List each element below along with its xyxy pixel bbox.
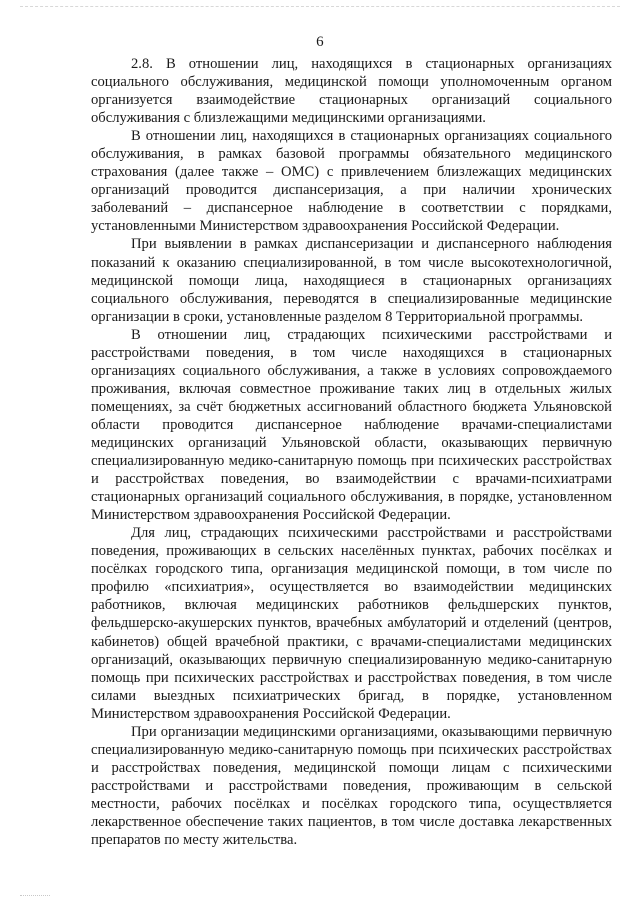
- scan-edge-top: [20, 6, 620, 8]
- scan-mark: [20, 895, 50, 897]
- paragraph-drug-provision: При организации медицинскими организациями, оказывающими первичную специализированную медико-санитарную помощь при психических расстройствах и расстройствах поведения, медицинской помощи лицам с психическими расстройствами и расстройствами поведения, проживающим в сельской местности, рабочих посёлках и посёлках городского типа, осуществляется лекарственное обеспечение таких пациентов, в том числе доставка лекарственных препаратов по месту жительства.: [91, 723, 612, 849]
- paragraph-specialized-care: При выявлении в рамках диспансеризации и диспансерного наблюдения показаний к оказанию специализированной, в том числе высокотехнологичной, медицинской помощи лица, находящиеся в стационарных организациях социального обслуживания, переводятся в специализированные медицинские организации в сроки, установленные разделом 8 Территориальной программы.: [91, 236, 612, 325]
- page-number: 6: [316, 34, 324, 50]
- paragraph-mental-disorders-observation: В отношении лиц, страдающих психическими расстройствами и расстройствами поведения, в том числе находящихся в стационарных организациях социального обслуживания, а также в условиях сопровождаемого проживания, включая совместное проживание таких лиц в отдельных жилых помещениях, за счёт бюджетных ассигнований областного бюджета Ульяновской области проводится диспансерное наблюдение врачами-специалистами медицинских организаций Ульяновской области, оказывающих первичную специализированную медико-санитарную помощь при психических расстройствах и расстройствах поведения, во взаимодействии с врачами-психиатрами стационарных организаций социального обслуживания, в порядке, установленном Министерством здравоохранения Российской Федерации.: [91, 326, 612, 524]
- paragraph-dispensarization: В отношении лиц, находящихся в стационарных организациях социального обслуживания, в рамках базовой программы обязательного медицинского страхования (далее также – ОМС) с привлечением близлежащих медицинских организаций проводится диспансеризация, а при наличии хронических заболеваний – диспансерное наблюдение в соответствии с порядками, установленными Министерством здравоохранения Российской Федерации.: [91, 128, 612, 235]
- paragraph-2-8: 2.8. В отношении лиц, находящихся в стационарных организациях социального обслуживания, медицинской помощи уполномоченным органом организуется взаимодействие стационарных организаций социального обслуживания с близлежащими медицинскими организациями.: [91, 56, 612, 127]
- paragraph-rural-psychiatric-care: Для лиц, страдающих психическими расстройствами и расстройствами поведения, проживающих в сельских населённых пунктах, рабочих посёлках и посёлках городского типа, организация медицинской помощи, в том числе по профилю «психиатрия», осуществляется во взаимодействии медицинских работников, включая медицинских работников фельдшерских пунктов, фельдшерско-акушерских пунктов, врачебных амбулаторий и отделений (центров, кабинетов) общей врачебной практики, с врачами-специалистами медицинских организаций, оказывающих первичную специализированную медико-санитарную помощь при психических расстройствах и расстройствах поведения, в том числе силами выездных психиатрических бригад, в порядке, установленном Министерством здравоохранения Российской Федерации.: [91, 525, 612, 722]
- document-body: [91, 55, 612, 849]
